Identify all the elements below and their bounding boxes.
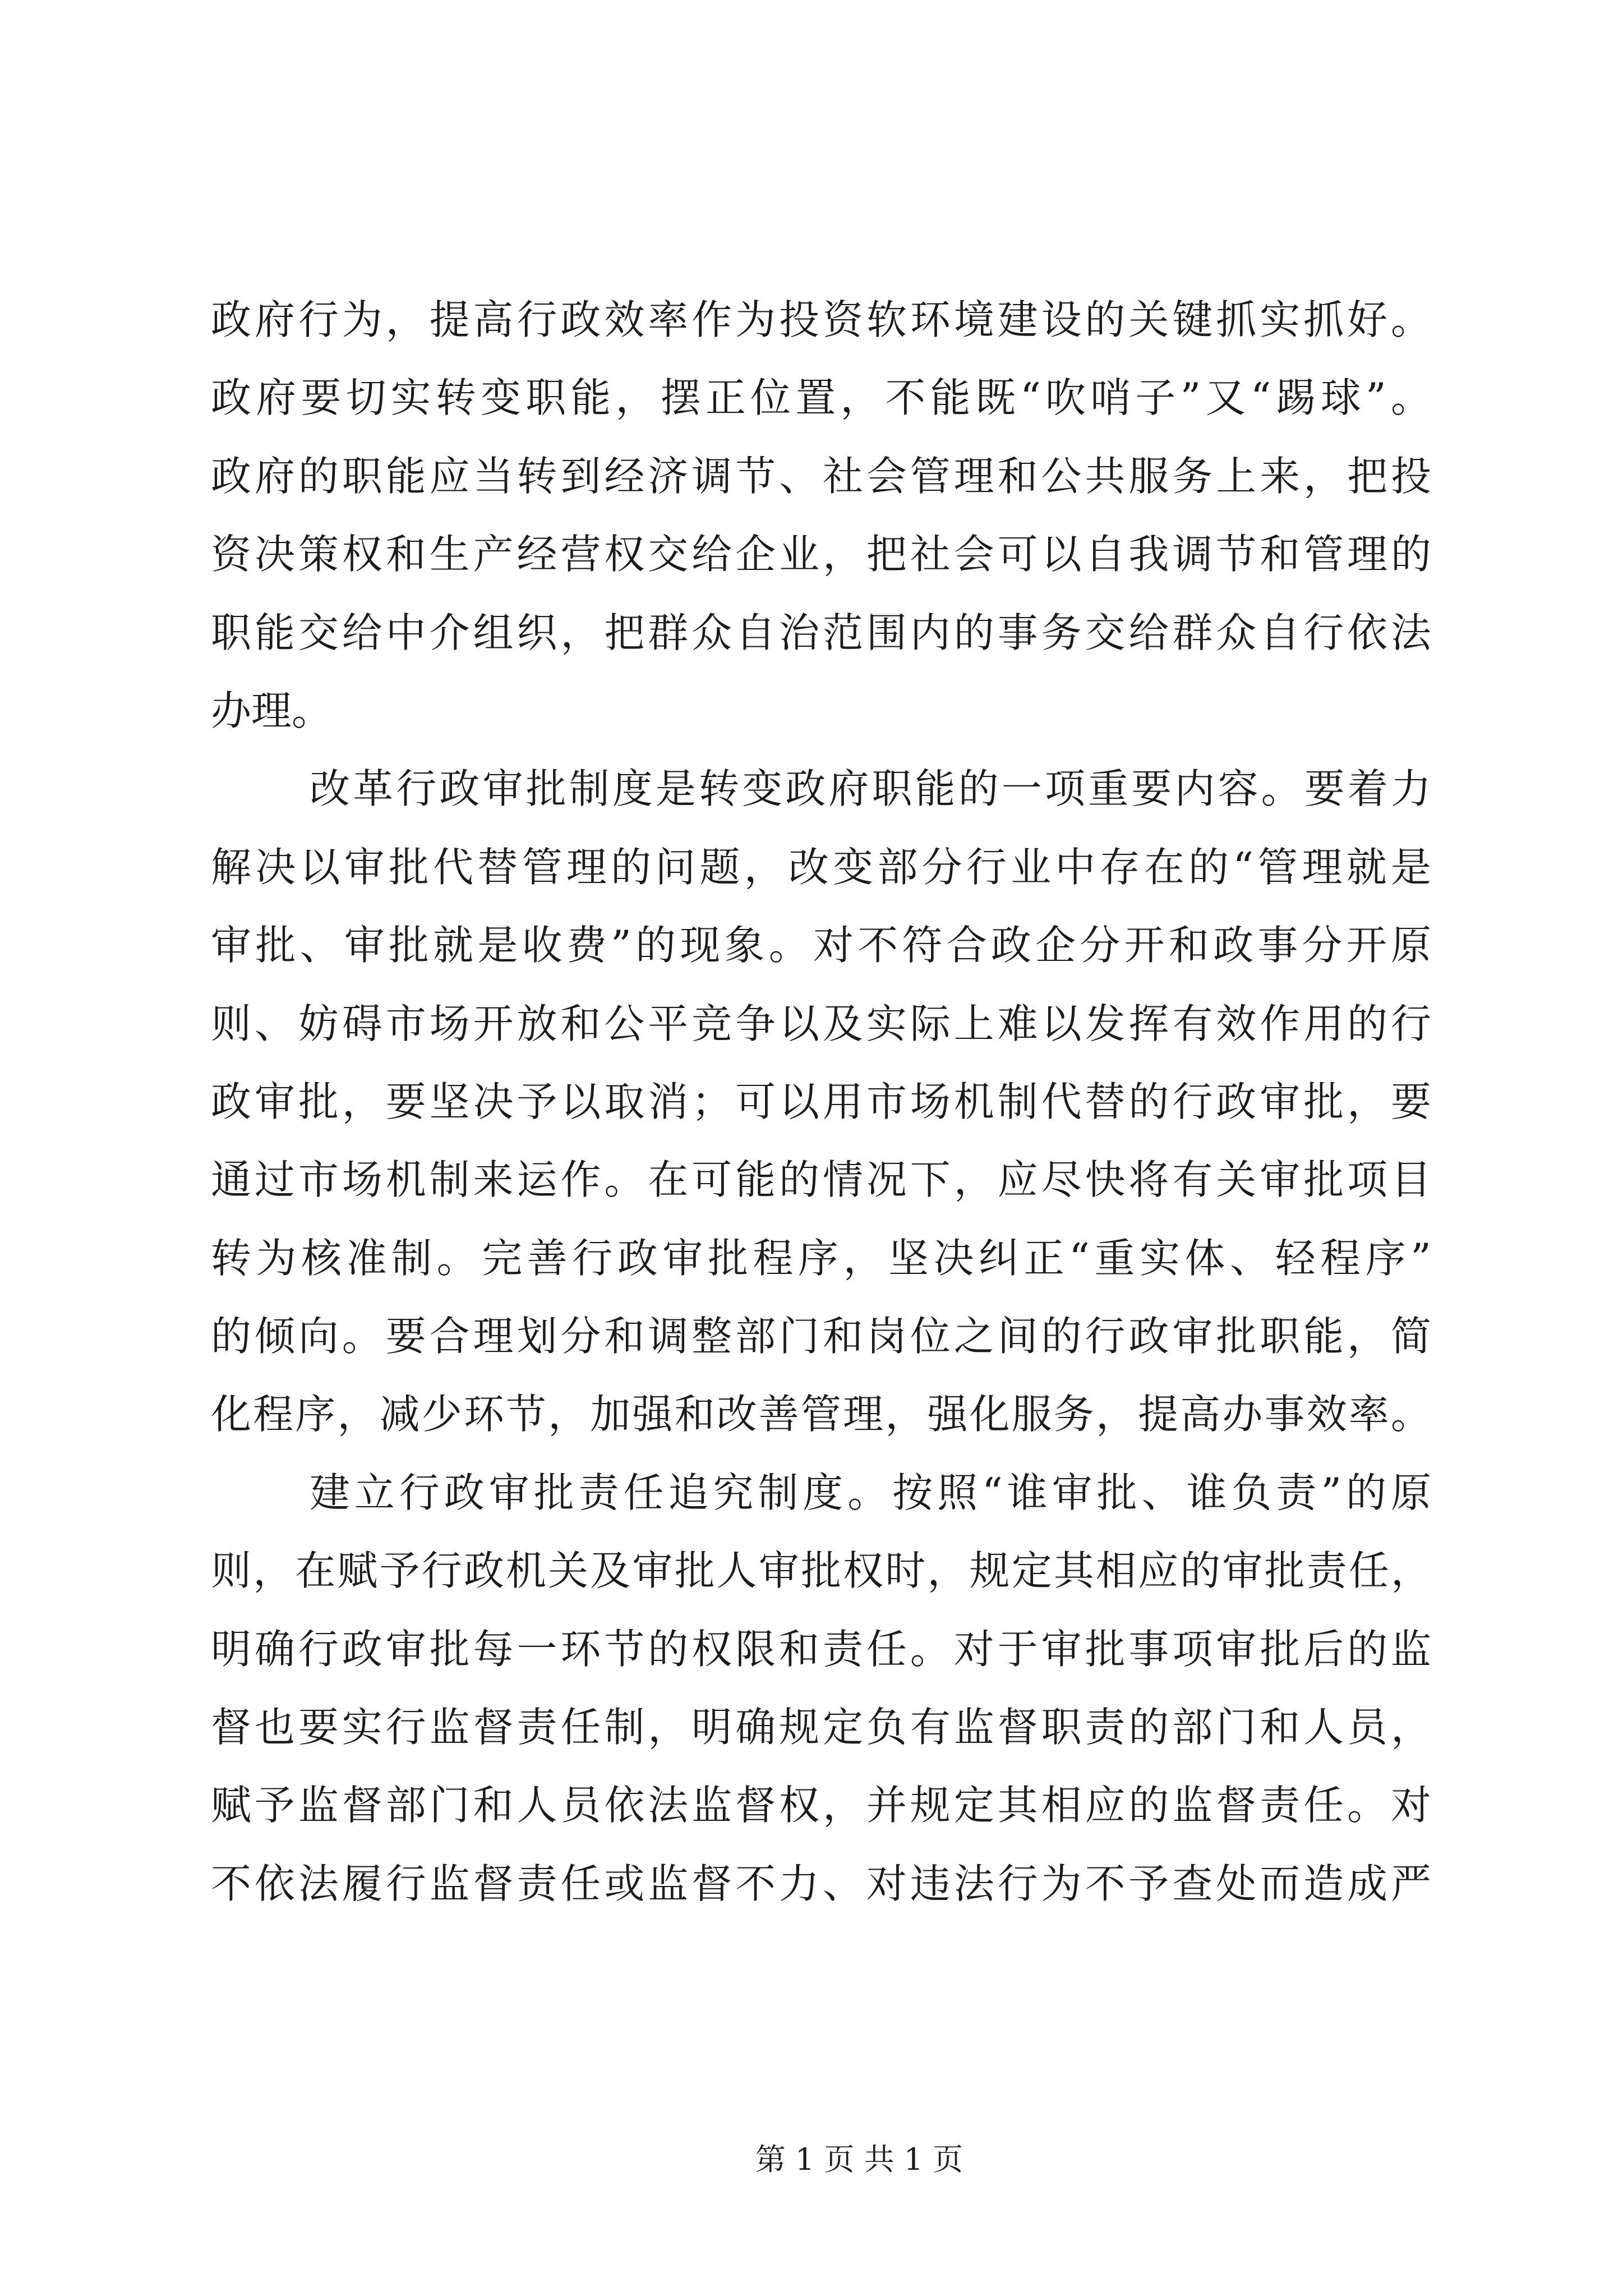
text-line: 政府的职能应当转到经济调节、社会管理和公共服务上来，把投: [211, 452, 1431, 500]
paragraph: [211, 1454, 1431, 1923]
text-line: 的倾向。要合理划分和调整部门和岗位之间的行政审批职能，简: [211, 1313, 1431, 1360]
text-line: 督也要实行监督责任制，明确规定负有监督职责的部门和人员，: [211, 1704, 1431, 1751]
text-line: 政府要切实转变职能，摆正位置，不能既“吹哨子”又“踢球”。: [211, 374, 1431, 422]
text-line: 则、妨碍市场开放和公平竞争以及实际上难以发挥有效作用的行: [211, 1000, 1431, 1047]
text-line: 化程序，减少环节，加强和改善管理，强化服务，提高办事效率。: [211, 1391, 1431, 1438]
text-line: 资决策权和生产经营权交给企业，把社会可以自我调节和管理的: [211, 531, 1431, 578]
text-line: 审批、审批就是收费”的现象。对不符合政企分开和政事分开原: [211, 922, 1431, 969]
text-line: 转为核准制。完善行政审批程序，坚决纠正“重实体、轻程序”: [211, 1234, 1431, 1282]
text-line: 赋予监督部门和人员依法监督权，并规定其相应的监督责任。对: [211, 1782, 1431, 1829]
text-line: 政审批，要坚决予以取消；可以用市场机制代替的行政审批，要: [211, 1078, 1431, 1125]
text-line: 职能交给中介组织，把群众自治范围内的事务交给群众自行依法: [211, 609, 1431, 656]
paragraph: [211, 281, 1431, 750]
text-line: 办理。: [211, 687, 333, 734]
page-footer: 第 1 页 共 1 页: [755, 2142, 963, 2177]
text-line: 政府行为，提高行政效率作为投资软环境建设的关键抓实抓好。: [211, 296, 1431, 343]
text-line: 解决以审批代替管理的问题，改变部分行业中存在的“管理就是: [211, 843, 1431, 891]
paragraph: [211, 750, 1431, 1454]
text-line: 则，在赋予行政机关及审批人审批权时，规定其相应的审批责任，: [211, 1547, 1431, 1595]
document-body: [211, 281, 1431, 1923]
text-line: 不依法履行监督责任或监督不力、对违法行为不予查处而造成严: [211, 1860, 1431, 1907]
text-line: 通过市场机制来运作。在可能的情况下，应尽快将有关审批项目: [211, 1156, 1431, 1204]
text-line: 改革行政审批制度是转变政府职能的一项重要内容。要着力: [310, 765, 1431, 813]
text-line: 建立行政审批责任追究制度。按照“谁审批、谁负责”的原: [310, 1469, 1431, 1516]
text-line: 明确行政审批每一环节的权限和责任。对于审批事项审批后的监: [211, 1625, 1431, 1673]
